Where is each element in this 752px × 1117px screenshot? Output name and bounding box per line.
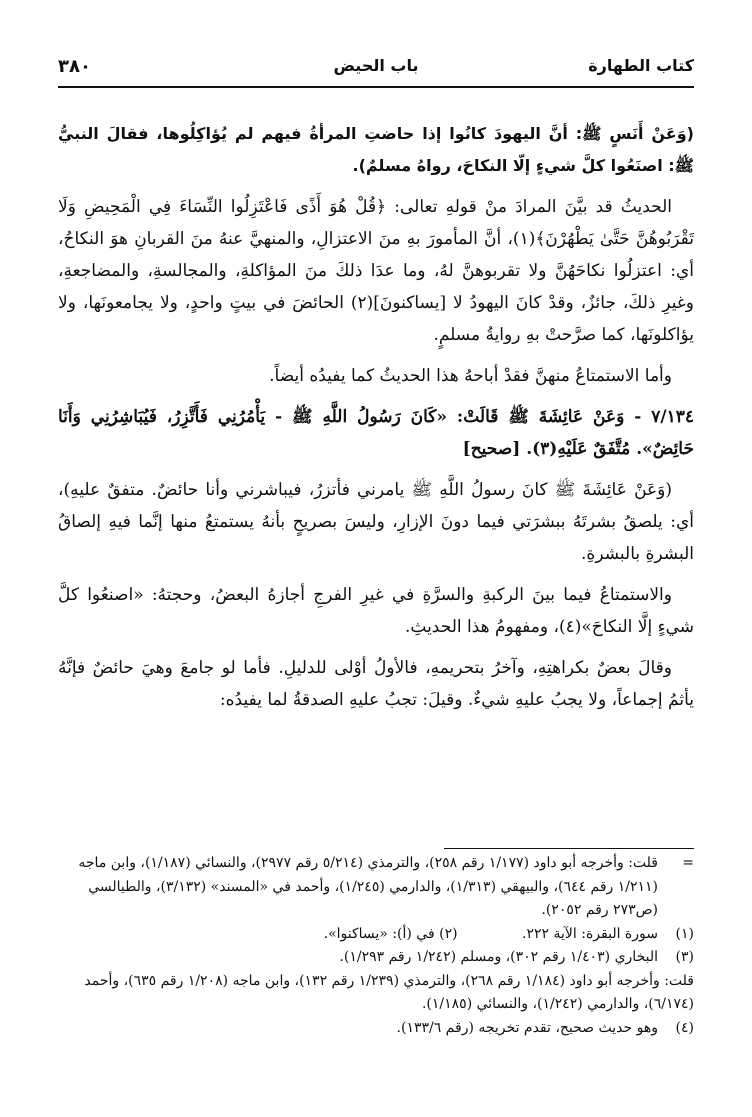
hadith-text: ٧/١٣٤ - وَعَنْ عَائِشَةَ ﷺ قَالَتْ: «كَانَ رَسُولُ اللَّهِ ﷺ - يَأْمُرُنِي فَأَتَّزِرُ، فَيُبَاشِرُنِي وَأَنَا حَائِضٌ». مُتَّفَقٌ عَلَيْهِ(٣). [58,407,694,459]
footnote-mark: (١) [675,925,694,942]
footnote-continuation [58,852,694,923]
book-title: كتاب الطهارة [588,56,694,75]
hadith-anas-commentary-quote: (وَعَنْ أَنَسٍ ﷺ: أنَّ اليهودَ كانُوا إذا حاضتِ المرأةُ فيهم لم يُؤاكِلُوها، فقالَ النبيُّ ﷺ: اصنَعُوا كلَّ شيءٍ إلّا النكاحَ، رواهُ مسلمٌ). [58,124,694,175]
commentary-paragraph: وأما الاستمتاعُ منهنَّ فقدْ أباحهُ هذا الحديثُ كما يفيدُه أيضاً. [269,366,672,386]
footnote-1-2 [58,923,694,947]
footnote-mark: (٣) [675,949,694,965]
footnote-separator [444,848,694,849]
footnote-3 [58,946,694,970]
footnote-4 [58,1017,694,1041]
footnote-mark: (٤) [675,1019,694,1036]
page-header [58,52,694,88]
hadith-grade: [صحيح] [462,439,521,459]
hadith-aisha [58,401,694,465]
chapter-title: باب الحيض [333,56,419,75]
footnote-text: وهو حديث صحيح، تقدم تخريجه (رقم ١٣٣/٦). [396,1019,658,1036]
footnote-text: سورة البقرة: الآية ٢٢٢. [522,925,658,942]
footnote-text: في (أ): «يساكنوا». [323,925,435,942]
commentary-paragraph: وقالَ بعضٌ بكراهتِهِ، وآخرُ بتحريمهِ، فالأولُ أوْلى للدليلِ. فأما لو جامعَ وهيَ حائضٌ فإنَّهُ يأثمُ إجماعاً، ولا يجبُ عليهِ شيءٌ. وقيلَ: تجبُ عليهِ الصدقةُ لما يفيدُه: [58,658,694,710]
footnote-text: البخاري (١/٤٠٣ رقم ٣٠٢)، ومسلم (١/٢٤٢ رقم ١/٢٩٣). [339,949,658,965]
main-text [58,118,694,725]
page-number: ٣٨٠ [58,56,91,77]
footnotes [58,852,694,1040]
footnote-mark: = [682,855,694,871]
footnote-text: قلت: وأخرجه أبو داود (١/١٧٧ رقم ٢٥٨)، والترمذي (٥/٢١٤ رقم ٢٩٧٧)، والنسائي (١/١٨٧)، وابن ماجه (١/٢١١ رقم ٦٤٤)، والبيهقي (١/٣١٣)، والدارمي (١/٢٤٥)، وأحمد في «المسند» (٣/١٣٢)، والطيالسي (ص٢٧٣ رقم ٢٠٥٢). [78,855,658,918]
commentary-paragraph: والاستمتاعُ فيما بينَ الركبةِ والسرَّةِ في غيرِ الفرجِ أجازهُ البعضُ، وحجتهُ: «اصنعُوا كلَّ شيءٍ إلَّا النكاحَ»(٤)، ومفهومُ هذا الحديثِ. [58,585,694,637]
footnote-3-continuation: قلت: وأخرجه أبو داود (١/١٨٤ رقم ٢٦٨)، والترمذي (١/٢٣٩ رقم ١٣٢)، وابن ماجه (١/٢٠٨ رقم ٦٣٥)، وأحمد (٦/١٧٤)، والدارمي (١/٢٤٢)، والنسائي (١/١٨٥). [84,972,694,1012]
footnote-mark: (٢) [439,925,458,942]
commentary-paragraph: الحديثُ قد بيَّنَ المرادَ منْ قولهِ تعالى: ﴿قُلْ هُوَ أَذًى فَاعْتَزِلُوا النِّسَاءَ فِي الْمَحِيضِ وَلَا تَقْرَبُوهُنَّ حَتَّىٰ يَطْهُرْنَ﴾(١)، أنَّ المأمورَ بهِ منَ الاعتزالِ، والمنهيَّ عنهُ منَ القربانِ هوَ النكاحُ، أي: اعتزلُوا نكاحَهُنَّ ولا تقربوهنَّ لهُ، وما عدَا ذلكَ منَ المؤاكلةِ، والمجالسةِ، والمضاجعةِ، وغيرِ ذلكَ، جائزٌ، وقدْ كانَ اليهودُ لا [يساكنونَ](٢) الحائضَ في بيتٍ واحدٍ، ولا يجامعونَها، ولا يؤاكلونَها، كما صرَّحتْ بهِ روايةُ مسلمٍ. [58,197,694,345]
commentary-paragraph: (وَعَنْ عَائِشَةَ ﷺ كانَ رسولُ اللَّهِ ﷺ يامرني فأتزرُ، فيباشرني وأنا حائضٌ. متفقٌ عليهِ)، أي: يلصقُ بشرتَهُ ببشرَتي فيما دونَ الإزارِ، وليسَ بصريحٍ بأنهُ يستمتعُ منها إنَّما فيهِ إلصاقُ البشرةِ بالبشرةِ. [58,480,694,564]
